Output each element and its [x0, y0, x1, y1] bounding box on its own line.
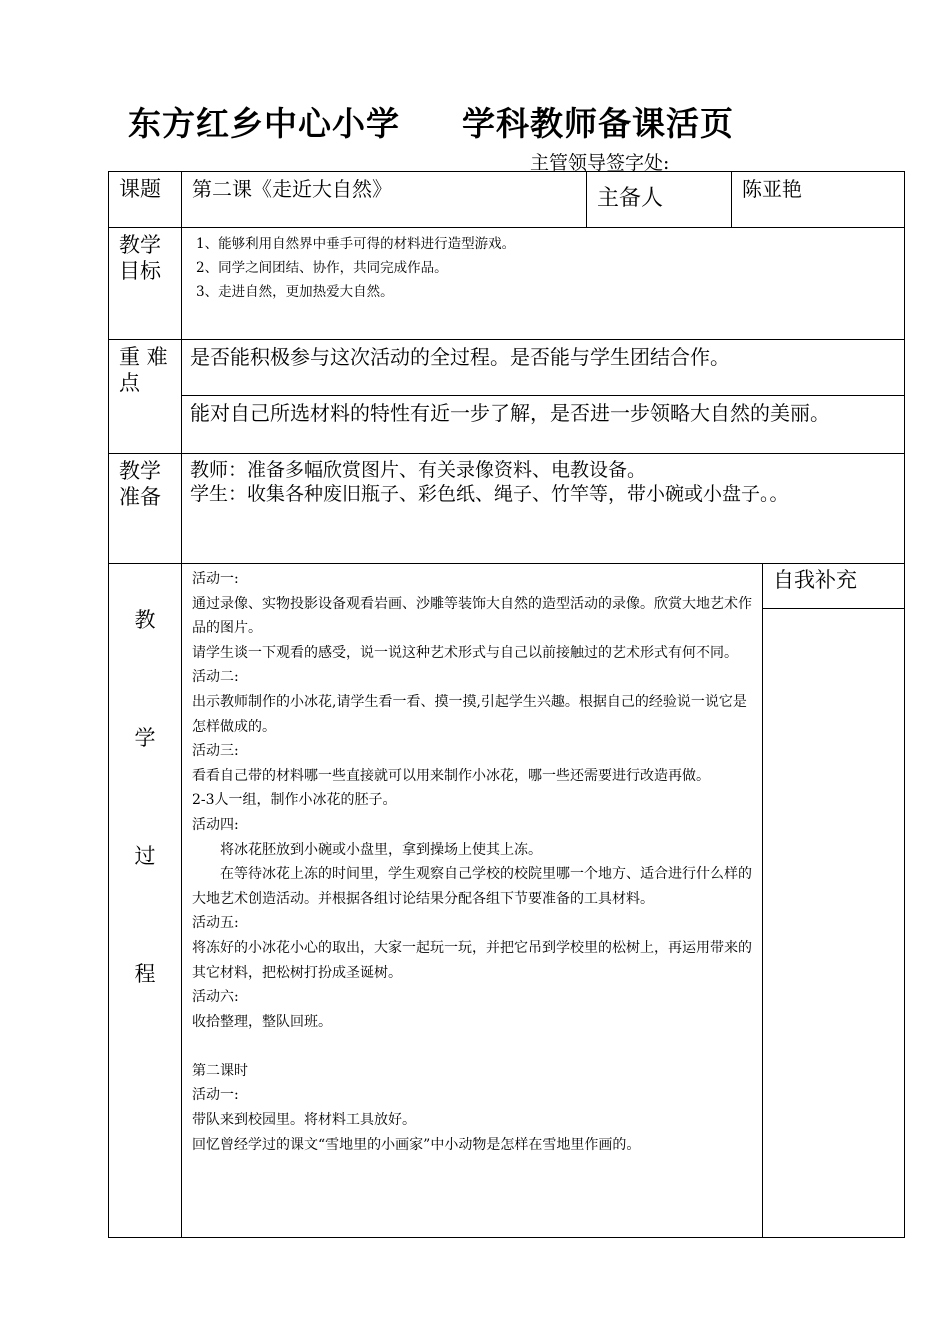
goal-item: 2、同学之间团结、协作，共同完成作品。	[196, 260, 448, 276]
process-char: 学	[134, 726, 156, 750]
activity-heading: 活动一:	[192, 571, 239, 587]
key-point-focus: 是否能积极参与这次活动的全过程。是否能与学生团结合作。	[182, 340, 905, 396]
activity-heading: 活动四:	[192, 816, 239, 833]
process-row	[109, 564, 905, 1238]
activity-text: 收拾整理，整队回班。	[192, 1013, 332, 1030]
difficulty-row	[109, 396, 905, 454]
author-label: 主备人	[587, 172, 732, 228]
activity-text: 通过录像、实物投影设备观看岩画、沙雕等装饰大自然的造型活动的录像。欣赏大地艺术作品的图片。	[192, 595, 752, 637]
activity-text: 看看自己带的材料哪一些直接就可以用来制作小冰花，哪一些还需要进行改造再做。	[192, 767, 710, 784]
school-name: 东方红乡中心小学	[128, 104, 400, 143]
activity-heading: 活动五:	[192, 915, 239, 932]
activity-text: 出示教师制作的小冰花,请学生看一看、摸一摸,引起学生兴趣。根据自己的经验说一说它是怎样做成的。	[192, 693, 747, 735]
goal-item: 3、走进自然，更加热爱大自然。	[196, 284, 394, 300]
activity-heading: 活动六:	[192, 989, 239, 1006]
form-title: 学科教师备课活页	[462, 104, 734, 143]
goals-label: 教学目标	[109, 228, 182, 340]
process-content	[182, 564, 763, 1238]
activity-text: 将冰花胚放到小碗或小盘里，拿到操场上使其上冻。	[220, 841, 542, 858]
process-char: 程	[134, 962, 156, 986]
process-label	[109, 564, 182, 1238]
activity-heading: 活动三:	[192, 743, 239, 760]
author-value: 陈亚艳	[732, 172, 905, 228]
preparation-label: 教学准备	[109, 454, 182, 564]
session-heading: 第二课时	[192, 1062, 248, 1079]
self-supplement-label: 自我补充	[763, 564, 904, 609]
self-supplement-cell	[763, 564, 905, 1238]
activity-heading: 活动一:	[192, 1087, 239, 1104]
process-char: 教	[134, 608, 156, 632]
topic-value: 第二课《走近大自然》	[182, 172, 587, 228]
activity-text: 回忆曾经学过的课文“雪地里的小画家”中小动物是怎样在雪地里作画的。	[192, 1136, 641, 1153]
lesson-plan-table	[108, 171, 905, 1238]
process-char: 过	[134, 844, 156, 868]
blank-line	[192, 1034, 754, 1059]
page-title	[128, 98, 734, 145]
activity-text: 在等待冰花上冻的时间里，学生观察自己学校的校院里哪一个地方、适合进行什么样的大地艺术创造活动。并根据各组讨论结果分配各组下节要准备的工具材料。	[192, 866, 752, 907]
goals-row	[109, 228, 905, 340]
signoff-label: 主管领导签字处:	[530, 152, 670, 174]
activity-text: 将冻好的小冰花小心的取出，大家一起玩一玩，并把它吊到学校里的松树上，再运用带来的其它材料，把松树打扮成圣诞树。	[192, 939, 752, 981]
key-points-row	[109, 340, 905, 396]
preparation-content	[182, 454, 905, 564]
activity-text: 请学生谈一下观看的感受，说一说这种艺术形式与自己以前接触过的艺术形式有何不同。	[192, 644, 738, 661]
preparation-row	[109, 454, 905, 564]
goal-item: 1、能够利用自然界中垂手可得的材料进行造型游戏。	[196, 236, 516, 252]
key-points-label: 重 难点	[109, 340, 182, 454]
activity-heading: 活动二:	[192, 669, 239, 686]
student-preparation: 学生：收集各种废旧瓶子、彩色纸、绳子、竹竿等，带小碗或小盘子。。	[190, 483, 789, 505]
topic-label: 课题	[109, 172, 182, 228]
teacher-preparation: 教师：准备多幅欣赏图片、有关录像资料、电教设备。	[190, 459, 647, 481]
goals-list	[182, 228, 905, 340]
activity-text: 2-3人一组，制作小冰花的胚子。	[192, 792, 397, 809]
topic-row	[109, 172, 905, 228]
activity-text: 带队来到校园里。将材料工具放好。	[192, 1112, 416, 1129]
key-point-difficulty: 能对自己所选材料的特性有近一步了解，是否进一步领略大自然的美丽。	[182, 396, 905, 454]
